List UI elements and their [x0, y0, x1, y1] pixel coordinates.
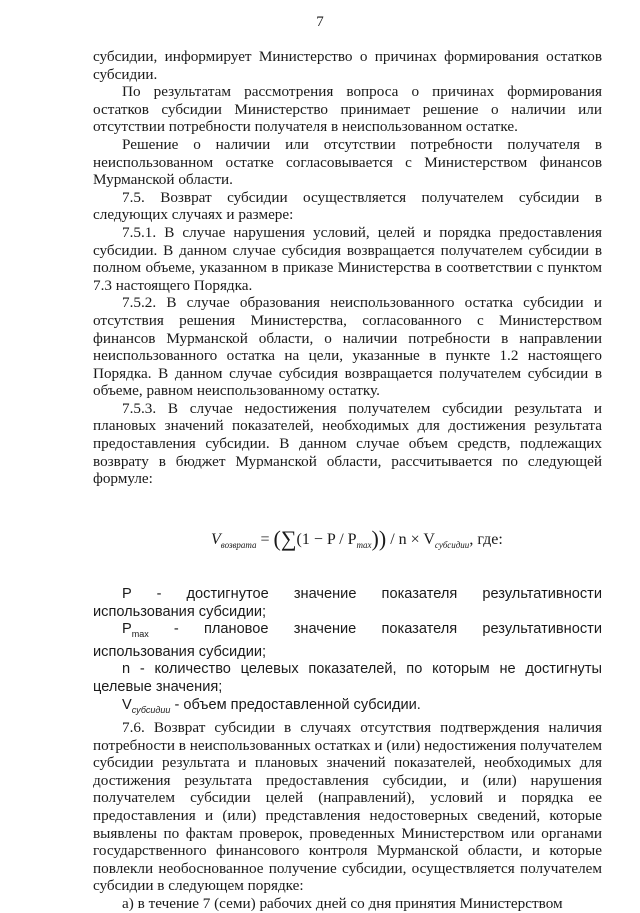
paragraph-7-5: 7.5. Возврат субсидии осуществляется получателем субсидии в следующих случаях и размере:	[93, 188, 602, 224]
paragraph-7-5-1: 7.5.1. В случае нарушения условий, целей и порядка предоставления субсидии. В данном случае субсидия возвращается получателем субсидии в полном объеме, указанном в приказе Министерства в соответствии с пунктом 7.3 настоящего Порядка.	[93, 223, 602, 294]
definition-v-symbol: V	[122, 696, 132, 713]
formula-tail: , где:	[469, 530, 503, 548]
definition-n: n - количество целевых показателей, по которым не достигнуты целевые значения;	[93, 661, 602, 695]
formula-pmax-sub: max	[356, 540, 372, 551]
refund-formula	[93, 525, 602, 556]
formula-inner: (1 − P / P	[296, 530, 357, 548]
paragraph-7-5-2: 7.5.2. В случае образования неиспользованного остатка субсидии и отсутствия решения Министерства, согласованного с Министерством финансов Мурманской области, о наличии потребности в направлении неиспользованного остатка на цели, указанные в пункте 1.2 настоящего Порядка. В данном случае субсидия возвращается получателем субсидии в объеме, равном неиспользованному остатку.	[93, 294, 602, 400]
document-body	[93, 48, 602, 913]
paragraph-7-5-3: 7.5.3. В случае недостижения получателем субсидии результата и плановых значений показателей, необходимых для достижения результата предоставления субсидии. В данном случае объем средств, подлежащих возврату в бюджет Мурманской области, рассчитывается по следующей формуле:	[93, 399, 602, 488]
definition-v	[93, 697, 602, 720]
paragraph-continuation: субсидии, информирует Министерство о причинах формирования остатков субсидии.	[93, 48, 602, 83]
formula-rest: / n × V	[386, 530, 435, 548]
definition-pmax-symbol: P	[122, 621, 132, 638]
formula-vsub-sub: субсидии	[434, 540, 470, 551]
definition-pmax	[93, 621, 602, 661]
paragraph-7-6-a: а) в течение 7 (семи) рабочих дней со дня принятия Министерством	[122, 894, 563, 912]
formula-v-sub: возврата	[220, 540, 257, 551]
definition-pmax-sub: max	[131, 629, 149, 640]
formula-v: V	[211, 530, 221, 548]
paragraph-review-results: По результатам рассмотрения вопроса о причинах формирования остатков субсидии Министерство принимает решение о наличии или отсутствии потребности получателя в неиспользованном остатке.	[93, 83, 602, 136]
definition-pmax-text: - плановое значение показателя результативности использования субсидии;	[93, 621, 602, 660]
definition-v-text: - объем предоставленной субсидии.	[170, 696, 421, 713]
page-number: 7	[316, 14, 324, 30]
definition-p: P - достигнутое значение показателя результативности использования субсидии;	[93, 586, 602, 620]
formula-eq: =	[256, 530, 274, 548]
formula-close-paren: ))	[371, 525, 387, 551]
formula-sum: ∑	[280, 525, 297, 551]
definition-v-sub: субсидии	[131, 704, 171, 715]
paragraph-7-6: 7.6. Возврат субсидии в случаях отсутствия подтверждения наличия потребности в неиспользованных остатках и (или) недостижения получателем субсидии результата и плановых значений показателей, необходимых для достижения результата предоставления субсидии, и (или) нарушения получателем субсидии целей (направлений), условий и порядка ее предоставления и (или) представления недостоверных сведений, которые выявлены по фактам проверок, проведенных Министерством или органами государственного финансового контроля Мурманской области, и которые повлекли необоснованное получение субсидии, осуществляется получателем субсидии в следующем порядке:	[93, 719, 603, 895]
formula-open-paren: (	[273, 525, 281, 551]
paragraph-decision-agreement: Решение о наличии или отсутствии потребности получателя в неиспользованном остатке согласовывается с Министерством финансов Мурманской области.	[93, 135, 602, 189]
